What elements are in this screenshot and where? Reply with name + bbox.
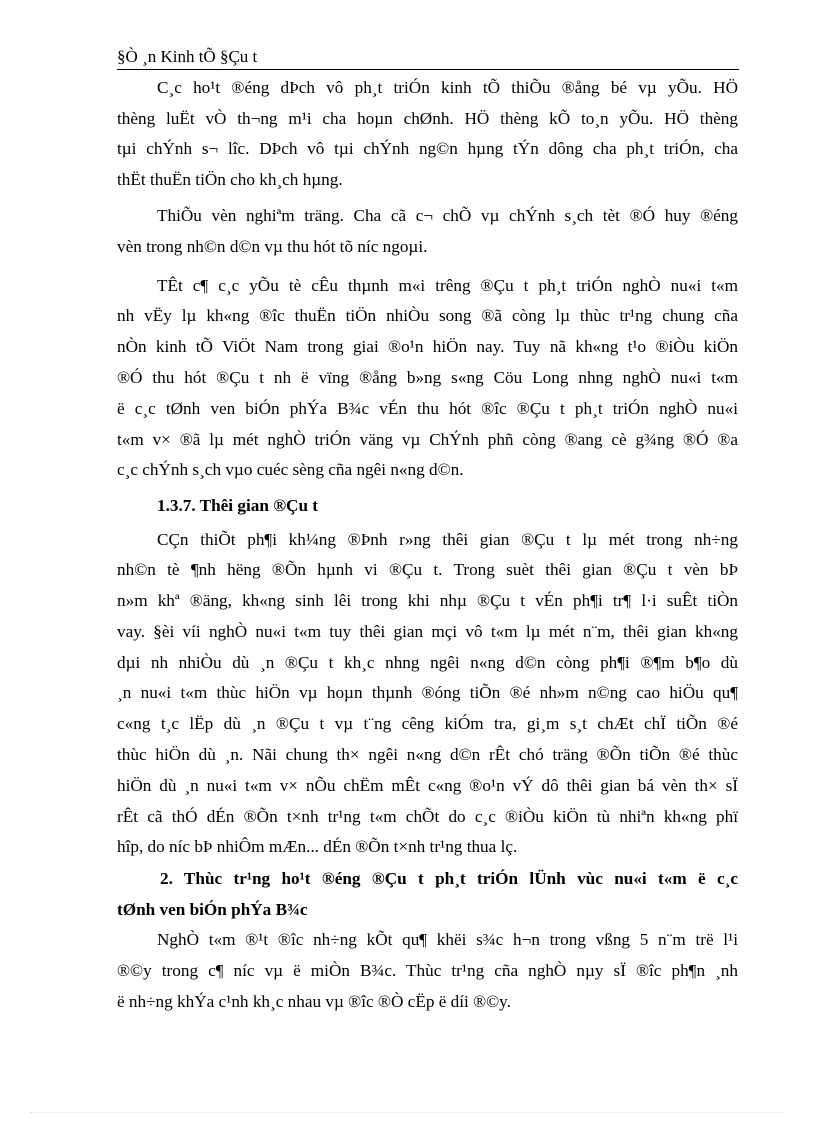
paragraph-line: ë nh÷ng khÝa c¹nh kh¸c nhau vµ ®îc ®Ò cËp ë díi ®©y.: [117, 992, 511, 1011]
paragraph-line: dµi nh nhiÒu dù ¸n ®Çu t kh¸c nhng ngêi n«ng d©n còng ph¶i ®¶m b¶o dù: [117, 653, 738, 672]
paragraph-line: c«ng t¸c lËp dù ¸n ®Çu t vµ t¨ng cêng kiÓm tra, gi¸m s¸t chÆt chÏ tiÕn ®é: [117, 714, 738, 733]
paragraph-line: hîp, do níc bÞ nhiÔm mÆn... dÉn ®Õn t×nh tr¹ng thua lç.: [117, 837, 518, 856]
paragraph-line: nÒn kinh tÕ ViÖt Nam trong giai ®o¹n hiÖn nay. Tuy nã kh«ng t¹o ®iÒu kiÖn: [117, 337, 738, 356]
section-heading-line: 1.3.7. Thêi gian ®Çu t: [157, 496, 319, 515]
paragraph-line: C¸c ho¹t ®éng dÞch vô ph¸t triÓn kinh tÕ thiÕu ®ång bé vµ yÕu. HÖ: [157, 78, 738, 97]
paragraph-line: tµi chÝnh s¬ lîc. DÞch vô tµi chÝnh ng©n hµng tÝn dông cha ph¸t triÓn, cha: [117, 139, 738, 158]
paragraph-line: thùc hiÖn dù ¸n. Nãi chung th× ngêi n«ng d©n rÊt chó träng ®Õn tiÕn ®é thùc: [117, 745, 738, 764]
paragraph-line: rÊt cã thÓ dÉn ®Õn t×nh tr¹ng t«m chÕt do c¸c ®iÒu kiÖn tù nhiªn kh«ng phï: [117, 807, 738, 826]
paragraph-line: nh vËy lµ kh«ng ®îc thuËn tiÖn nhiÒu song ®ã còng lµ thùc tr¹ng chung cña: [117, 306, 738, 325]
paragraph-line: vay. §èi víi nghÒ nu«i t«m tuy thêi gian mçi vô t«m lµ mét n¨m, thêi gian kh«ng: [117, 622, 738, 641]
paragraph-line: vèn trong nh©n d©n vµ thu hót tõ níc ngoµi.: [117, 237, 428, 256]
paragraph-line: c¸c chÝnh s¸ch vµo cuéc sèng cña ngêi n«ng d©n.: [117, 460, 464, 479]
section-heading-line: 2. Thùc tr¹ng ho¹t ®éng ®Çu t ph¸t triÓn lÜnh vùc nu«i t«m ë c¸c: [160, 869, 738, 888]
paragraph-line: ®©y trong c¶ níc vµ ë miÒn B¾c. Thùc tr¹ng cña nghÒ nµy sÏ ®îc ph¶n ¸nh: [117, 961, 738, 980]
paragraph-line: thèng luËt vÒ th¬ng m¹i cha hoµn chØnh. HÖ thèng kÕ to¸n yÕu. HÖ thèng: [117, 109, 738, 128]
paragraph-line: nh©n tè ¶nh hëng ®Õn hµnh vi ®Çu t. Trong suèt thêi gian ®Çu t vèn bÞ: [117, 560, 738, 579]
paragraph-line: ¸n nu«i t«m thùc hiÖn vµ hoµn thµnh ®óng tiÕn ®é nh»m n©ng cao hiÖu qu¶: [117, 683, 738, 702]
paragraph-line: NghÒ t«m ®¹t ®îc nh÷ng kÕt qu¶ khëi s¾c h¬n trong vßng 5 n¨m trë l¹i: [157, 930, 738, 949]
paragraph-line: hiÖn dù ¸n nu«i t«m v× nÕu chËm mÊt c«ng ®o¹n vÝ dô thêi gian bá vèn th× sÏ: [117, 776, 738, 795]
page-bottom-edge: [30, 1112, 786, 1113]
paragraph-line: thËt thuËn tiÖn cho kh¸ch hµng.: [117, 170, 343, 189]
paragraph-line: ThiÕu vèn nghiªm träng. Cha cã c¬ chÕ vµ chÝnh s¸ch tèt ®Ó huy ®éng: [157, 206, 738, 225]
section-heading-line: tØnh ven biÓn phÝa B¾c: [117, 900, 308, 919]
paragraph-line: CÇn thiÕt ph¶i kh¼ng ®Þnh r»ng thêi gian ®Çu t lµ mét trong nh÷ng: [157, 530, 738, 549]
running-header: §Ò ¸n Kinh tÕ §Çu t: [117, 47, 258, 66]
paragraph-line: ®Ó thu hót ®Çu t nh ë vïng ®ång b»ng s«ng Cöu Long nhng nghÒ nu«i t«m: [117, 368, 738, 387]
paragraph-line: t«m v× ®ã lµ mét nghÒ triÓn väng vµ ChÝnh phñ còng ®ang cè g¾ng ®Ó ®a: [117, 430, 738, 449]
paragraph-line: ë c¸c tØnh ven biÓn phÝa B¾c vÉn thu hót ®îc ®Çu t ph¸t triÓn nghÒ nu«i: [117, 399, 738, 418]
header-divider: [117, 69, 739, 70]
paragraph-line: TÊt c¶ c¸c yÕu tè cÊu thµnh m«i trêng ®Çu t ph¸t triÓn nghÒ nu«i t«m: [157, 276, 738, 295]
paragraph-line: n»m khª ®äng, kh«ng sinh lêi trong khi nhµ ®Çu t vÉn ph¶i tr¶ l·i suÊt tiÒn: [117, 591, 738, 610]
